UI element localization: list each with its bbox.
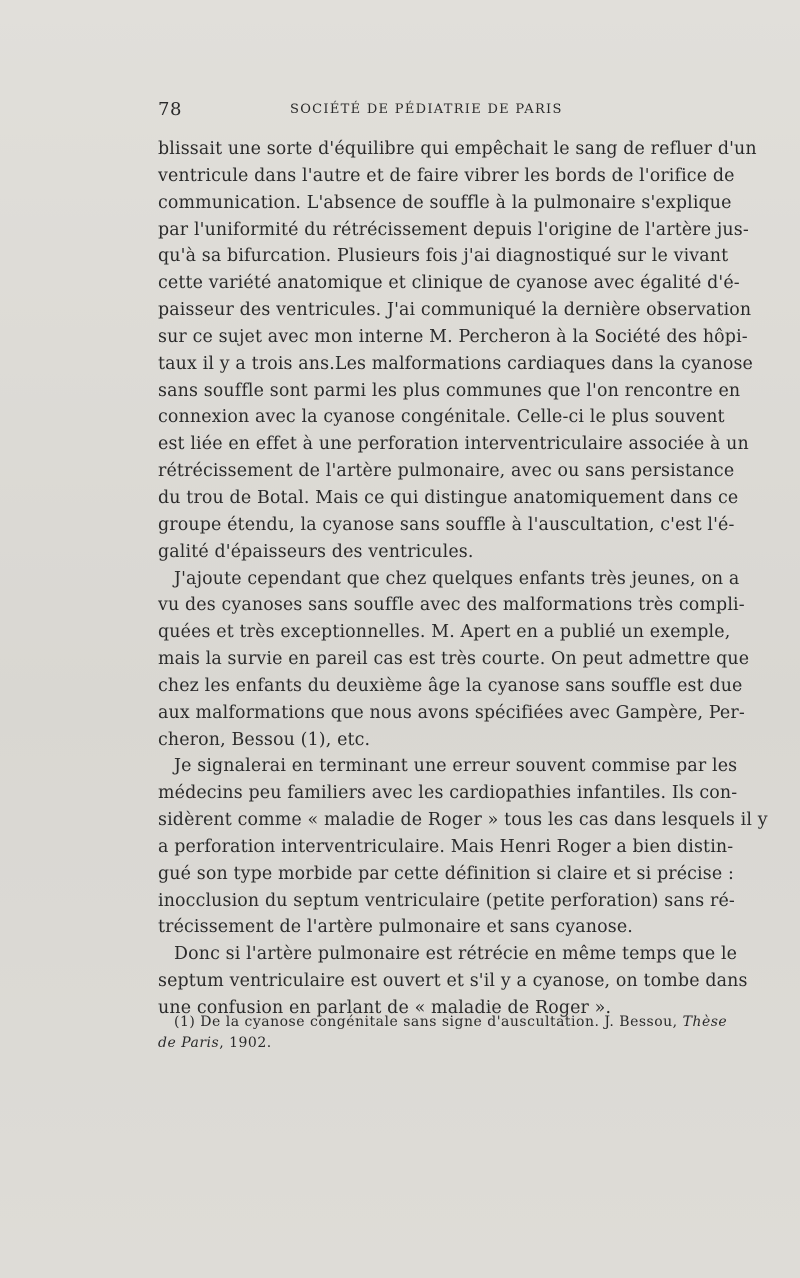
text-line: inocclusion du septum ventriculaire (petite perforation) sans ré- xyxy=(158,890,735,911)
text-line: chez les enfants du deuxième âge la cyanose sans souffle est due xyxy=(158,675,743,696)
text-line: a perforation interventriculaire. Mais Henri Roger a bien distin- xyxy=(158,836,734,857)
footnote-text: , 1902. xyxy=(219,1035,272,1051)
footnote-title-italic: de Paris xyxy=(158,1035,220,1051)
text-line: cheron, Bessou (1), etc. xyxy=(158,729,371,750)
text-line: taux il y a trois ans.Les malformations cardiaques dans la cyanose xyxy=(158,353,753,374)
text-line: Je signalerai en terminant une erreur souvent commise par les xyxy=(174,756,738,777)
text-line: aux malformations que nous avons spécifiées avec Gampère, Per- xyxy=(158,702,745,723)
text-line: du trou de Botal. Mais ce qui distingue anatomiquement dans ce xyxy=(158,487,739,508)
text-line: blissait une sorte d'équilibre qui empêchait le sang de refluer d'un xyxy=(158,139,757,159)
text-line: une confusion en parlant de « maladie de Roger ». xyxy=(158,998,612,1018)
text-line: cette variété anatomique et clinique de cyanose avec égalité d'é- xyxy=(158,273,740,294)
text-line: galité d'épaisseurs des ventricules. xyxy=(158,541,474,562)
text-line: est liée en effet à une perforation interventriculaire associée à un xyxy=(158,434,749,455)
text-line: sans souffle sont parmi les plus communes que l'on rencontre en xyxy=(158,380,741,401)
text-line: qu'à sa bifurcation. Plusieurs fois j'ai diagnostiqué sur le vivant xyxy=(158,246,729,267)
text-line: groupe étendu, la cyanose sans souffle à l'auscultation, c'est l'é- xyxy=(158,514,735,535)
text-line: rétrécissement de l'artère pulmonaire, avec ou sans persistance xyxy=(158,461,735,482)
footnote-line-2 xyxy=(158,1033,706,1054)
running-head: SOCIÉTÉ DE PÉDIATRIE DE PARIS xyxy=(290,102,563,117)
text-line: sidèrent comme « maladie de Roger » tous les cas dans lesquels il y xyxy=(158,810,768,831)
footnote-text: (1) De la cyanose congénitale sans signe d'auscultation. J. Bessou, xyxy=(174,1014,678,1030)
footnote-title-italic: Thèse xyxy=(682,1014,728,1030)
text-line: septum ventriculaire est ouvert et s'il y a cyanose, on tombe dans xyxy=(158,971,748,992)
text-line: par l'uniformité du rétrécissement depuis l'origine de l'artère jus- xyxy=(158,219,749,240)
text-line: médecins peu familiers avec les cardiopathies infantiles. Ils con- xyxy=(158,783,738,804)
page-number: 78 xyxy=(158,99,182,120)
text-line: J'ajoute cependant que chez quelques enfants très jeunes, on a xyxy=(174,568,740,589)
text-line: trécissement de l'artère pulmonaire et sans cyanose. xyxy=(158,917,633,938)
page-header xyxy=(158,99,703,123)
text-line: quées et très exceptionnelles. M. Apert en a publié un exemple, xyxy=(158,622,731,643)
footnote xyxy=(158,1012,728,1054)
text-line: communication. L'absence de souffle à la pulmonaire s'explique xyxy=(158,192,732,213)
text-line: Donc si l'artère pulmonaire est rétrécie en même temps que le xyxy=(174,944,738,965)
text-line: connexion avec la cyanose congénitale. Celle-ci le plus souvent xyxy=(158,407,725,428)
text-line: vu des cyanoses sans souffle avec des malformations très compli- xyxy=(158,595,745,616)
text-line: mais la survie en pareil cas est très courte. On peut admettre que xyxy=(158,649,750,670)
text-line: ventricule dans l'autre et de faire vibrer les bords de l'orifice de xyxy=(158,165,735,186)
text-line: sur ce sujet avec mon interne M. Percheron à la Société des hôpi- xyxy=(158,326,748,347)
text-line: gué son type morbide par cette définition si claire et si précise : xyxy=(158,863,734,884)
footnote-line-1 xyxy=(158,1012,728,1033)
text-line: paisseur des ventricules. J'ai communiqué la dernière observation xyxy=(158,300,752,321)
